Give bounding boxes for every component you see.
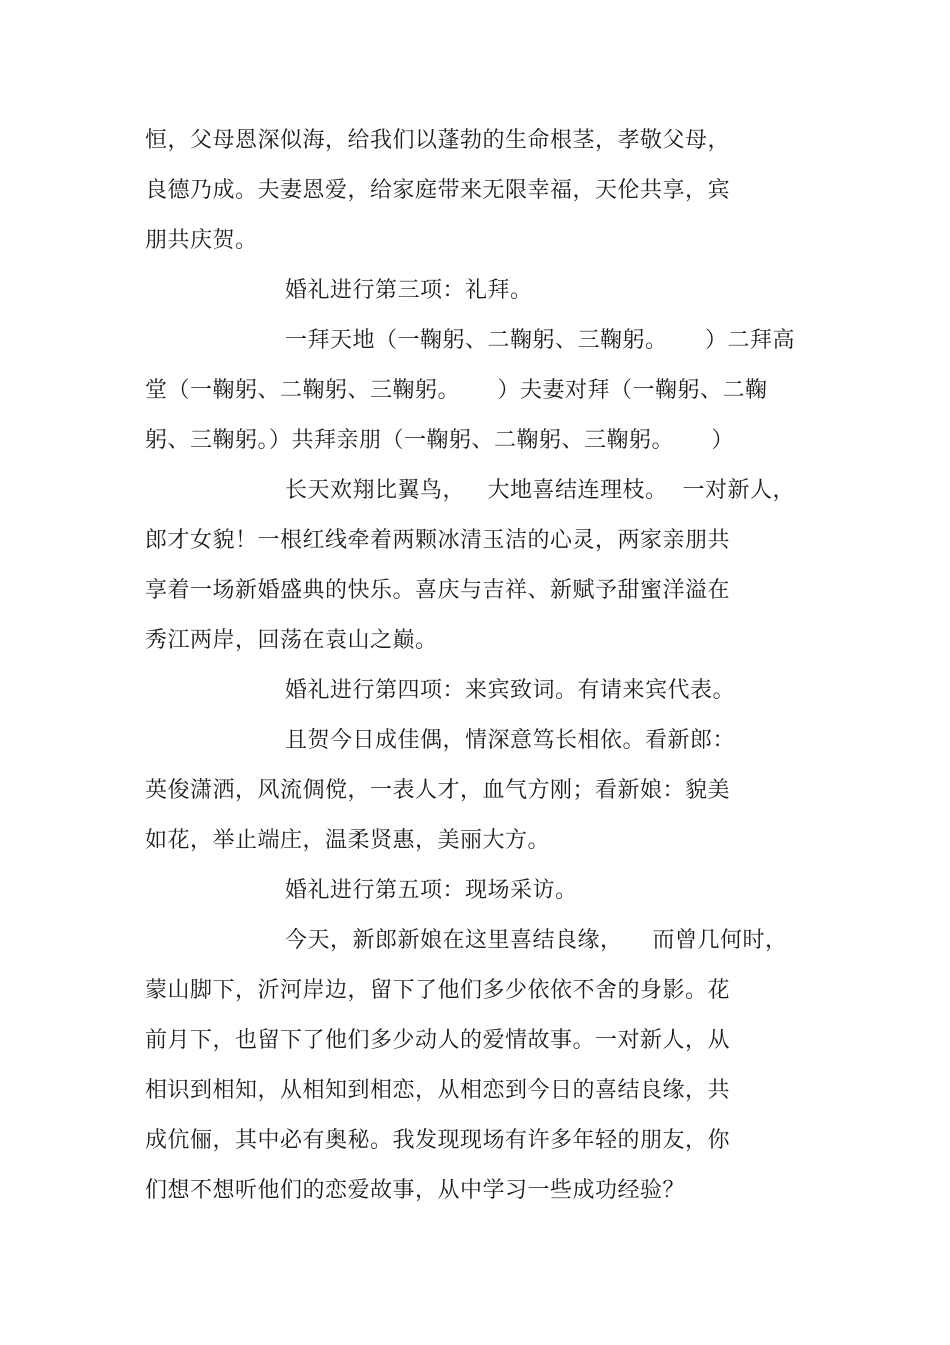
section-heading: 婚礼进行第五项：现场采访。 [285, 878, 578, 903]
section-heading: 婚礼进行第三项：礼拜。 [285, 278, 533, 303]
text-line: 朋共庆贺。 [145, 228, 258, 253]
text-line: 且贺今日成佳偶，情深意笃长相依。看新郎： [285, 728, 736, 753]
text-line: 躬、三鞠躬。）共拜亲朋（一鞠躬、二鞠躬、三鞠躬。 ） [145, 428, 734, 453]
text-line: 郎才女貌！一根红线牵着两颗冰清玉洁的心灵，两家亲朋共 [145, 528, 731, 553]
text-line: 如花，举止端庄，温柔贤惠，美丽大方。 [145, 828, 551, 853]
text-line: 相识到相知，从相知到相恋，从相恋到今日的喜结良缘，共 [145, 1078, 731, 1103]
text-line: 一拜天地（一鞠躬、二鞠躬、三鞠躬。 ）二拜高 [285, 328, 795, 353]
text-line: 成伉俪，其中必有奥秘。我发现现场有许多年轻的朋友，你 [145, 1128, 731, 1153]
text-line: 良德乃成。夫妻恩爱，给家庭带来无限幸福，天伦共享，宾 [145, 178, 731, 203]
text-line: 堂（一鞠躬、二鞠躬、三鞠躬。 ）夫妻对拜（一鞠躬、二鞠 [145, 378, 768, 403]
text-line: 秀江两岸，回荡在袁山之巅。 [145, 628, 438, 653]
text-line: 享着一场新婚盛典的快乐。喜庆与吉祥、新赋予甜蜜洋溢在 [145, 578, 731, 603]
text-line: 蒙山脚下，沂河岸边，留下了他们多少依依不舍的身影。花 [145, 978, 731, 1003]
text-line: 前月下，也留下了他们多少动人的爱情故事。一对新人，从 [145, 1028, 731, 1053]
text-line: 恒，父母恩深似海，给我们以蓬勃的生命根茎，孝敬父母， [145, 128, 731, 153]
text-line: 们想不想听他们的恋爱故事，从中学习一些成功经验？ [145, 1178, 686, 1203]
text-line: 今天，新郎新娘在这里喜结良缘， 而曾几何时， [285, 928, 788, 953]
text-line: 长天欢翔比翼鸟， 大地喜结连理枝。 一对新人， [285, 478, 795, 503]
section-heading: 婚礼进行第四项：来宾致词。有请来宾代表。 [285, 678, 736, 703]
text-line: 英俊潇洒，风流倜傥，一表人才，血气方刚；看新娘：貌美 [145, 778, 731, 803]
